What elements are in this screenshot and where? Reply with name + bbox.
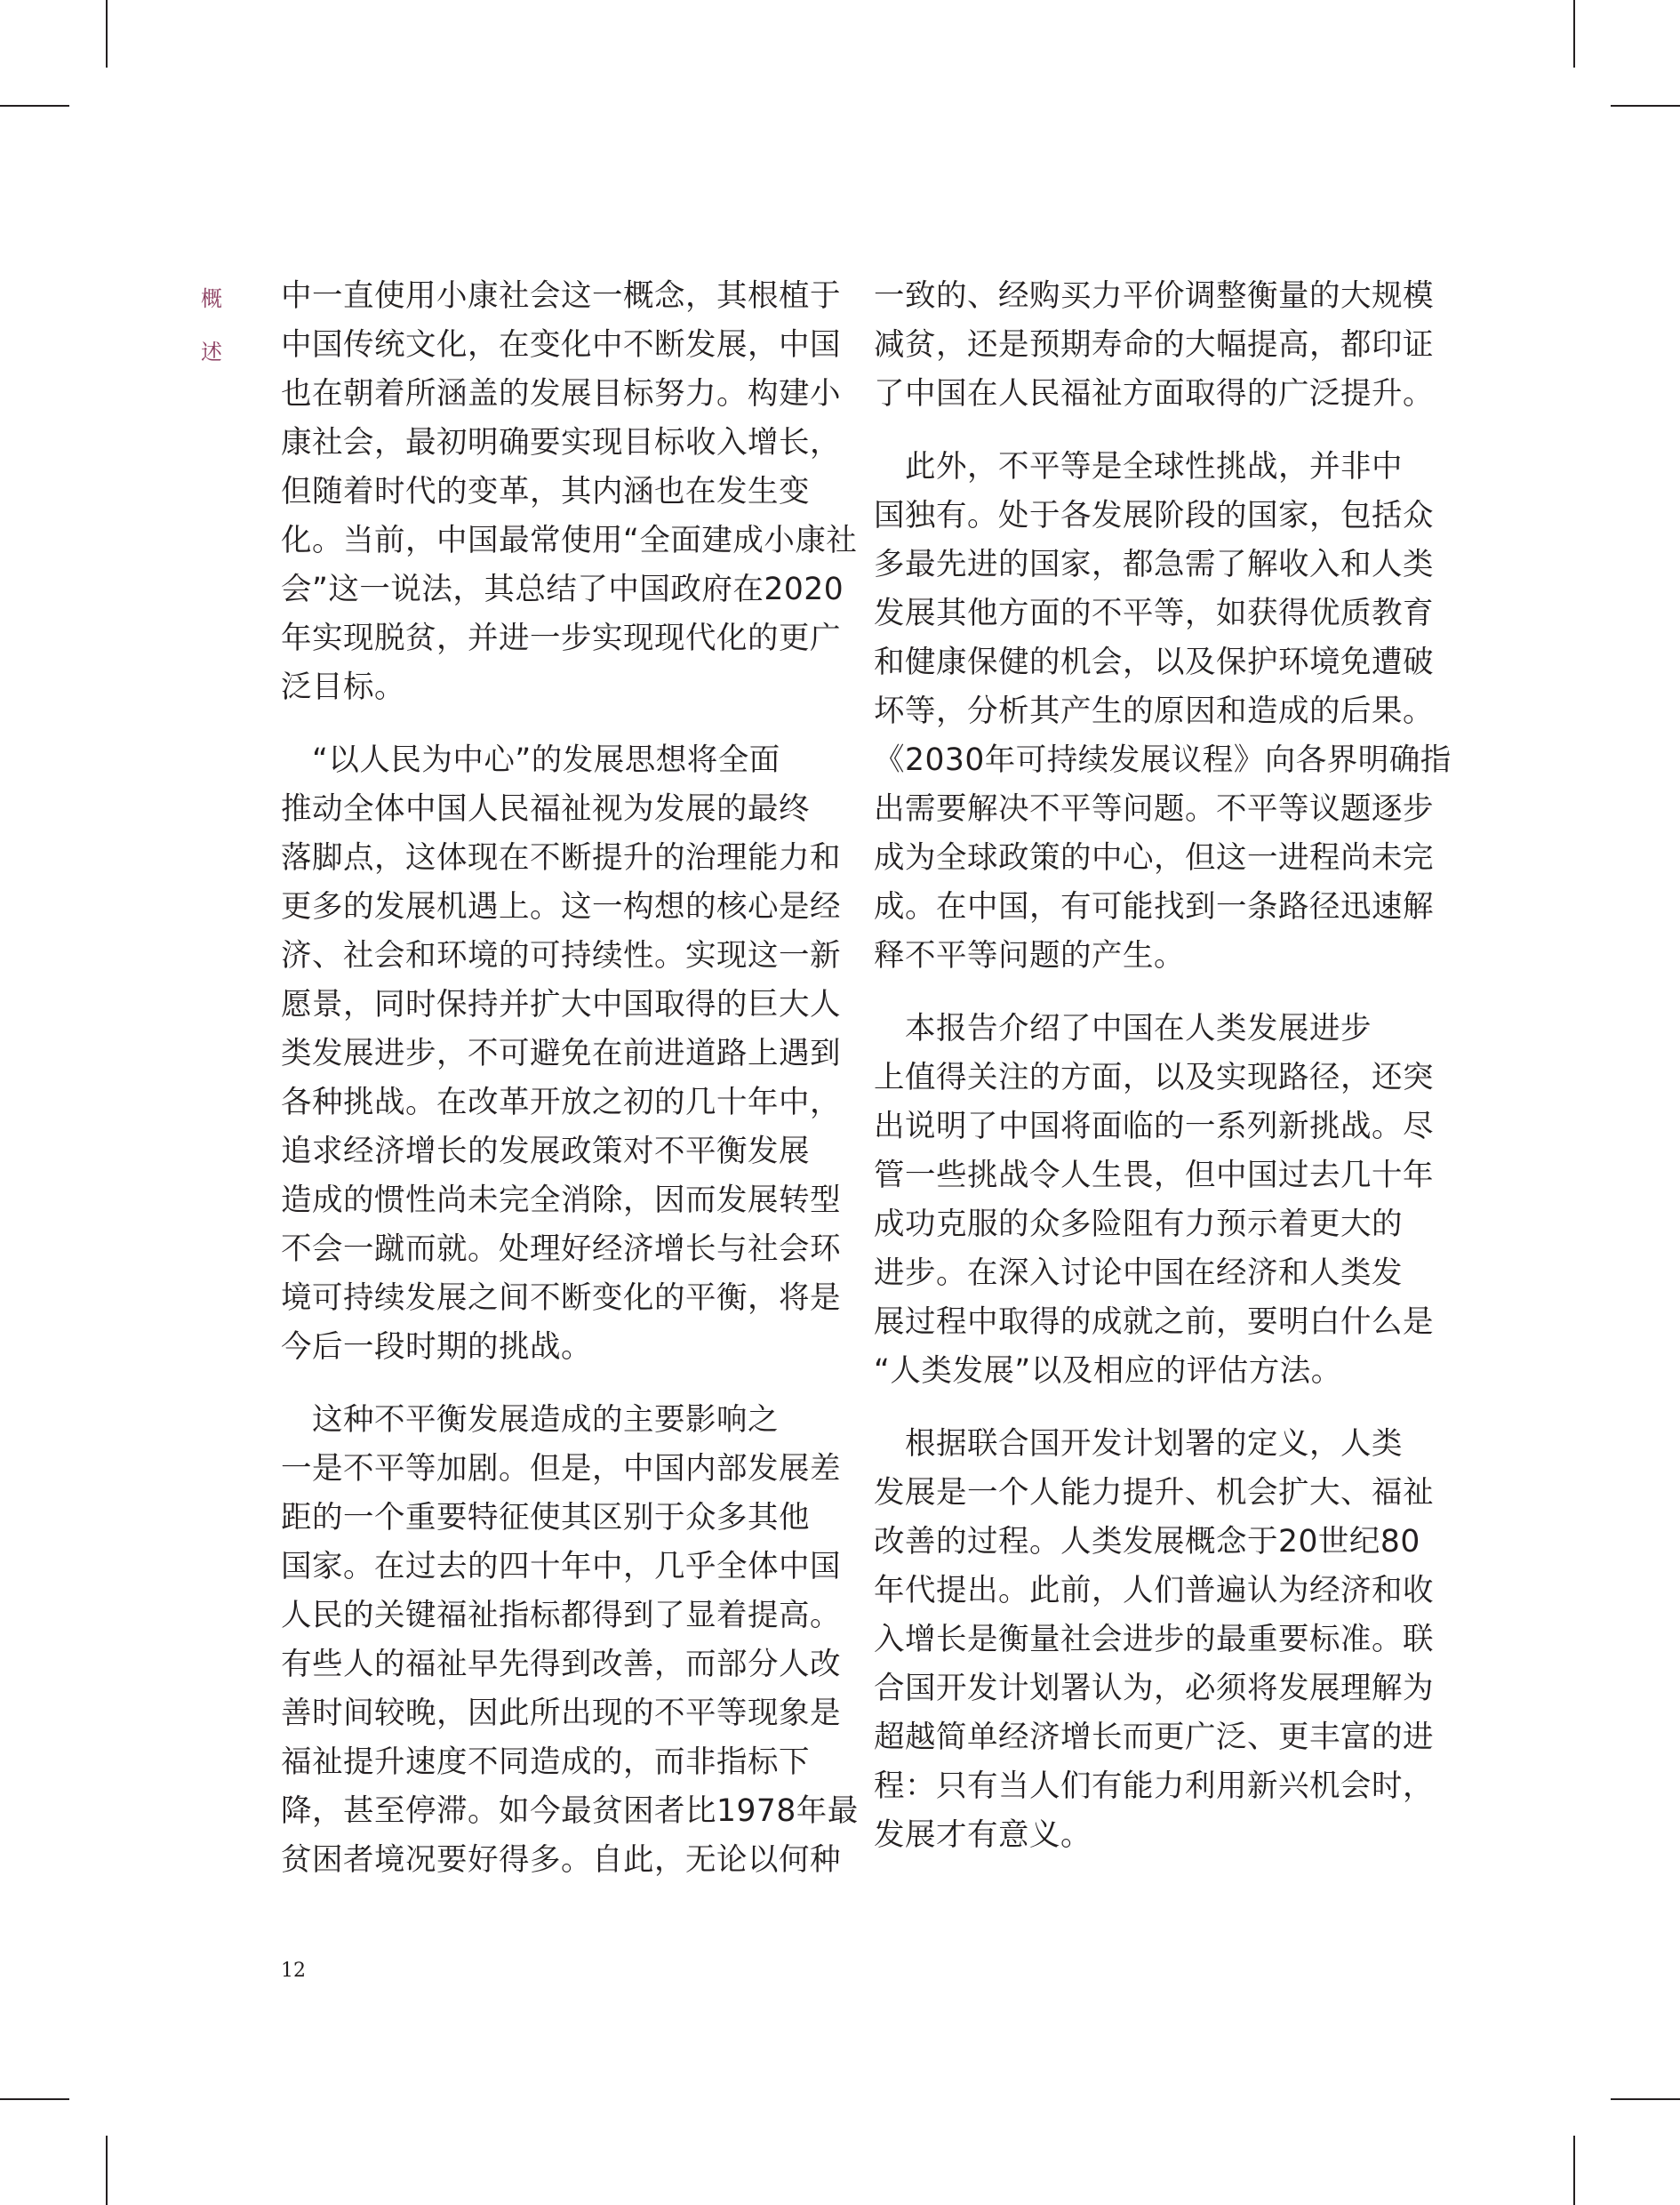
text-line: 年代提出。此前，人们普遍认为经济和收 xyxy=(874,1573,1434,1608)
text-line: 坏等，分析其产生的原因和造成的后果。 xyxy=(874,694,1434,729)
text-line: 入增长是衡量社会进步的最重要标准。联 xyxy=(874,1622,1434,1657)
sidenote-char: 述 xyxy=(201,340,222,365)
text-line: 不会一蹴而就。处理好经济增长与社会环 xyxy=(281,1231,841,1267)
paragraph xyxy=(874,1420,1434,1860)
paragraph xyxy=(874,1005,1434,1396)
text-line: 发展其他方面的不平等，如获得优质教育 xyxy=(874,596,1434,631)
text-line: 发展是一个人能力提升、机会扩大、福祉 xyxy=(874,1475,1434,1511)
text-line: 落脚点，这体现在不断提升的治理能力和 xyxy=(281,840,841,876)
text-line: 一致的、经购买力平价调整衡量的大规模 xyxy=(874,278,1434,314)
text-line: 贫困者境况要好得多。自此，无论以何种 xyxy=(281,1842,841,1878)
text-line: 推动全体中国人民福祉视为发展的最终 xyxy=(281,791,810,827)
text-line: 本报告介绍了中国在人类发展进步 xyxy=(874,1011,1372,1046)
paragraph xyxy=(281,1396,859,1885)
text-line: 多最先进的国家，都急需了解收入和人类 xyxy=(874,547,1434,582)
paragraph xyxy=(874,443,1452,981)
text-line: 济、社会和环境的可持续性。实现这一新 xyxy=(281,938,841,974)
text-line: 善时间较晚，因此所出现的不平等现象是 xyxy=(281,1696,841,1731)
text-line: “人类发展”以及相应的评估方法。 xyxy=(874,1353,1342,1389)
text-line: 更多的发展机遇上。这一构想的核心是经 xyxy=(281,889,841,925)
text-line: 国家。在过去的四十年中，几乎全体中国 xyxy=(281,1549,841,1584)
paragraph xyxy=(281,736,841,1372)
text-line: 类发展进步，不可避免在前进道路上遇到 xyxy=(281,1036,841,1071)
text-line: 改善的过程。人类发展概念于20世纪80 xyxy=(874,1524,1420,1560)
text-line: 了中国在人民福祉方面取得的广泛提升。 xyxy=(874,376,1434,412)
text-line: 《2030年可持续发展议程》向各界明确指 xyxy=(874,742,1452,778)
text-line: 超越简单经济增长而更广泛、更丰富的进 xyxy=(874,1720,1434,1755)
text-line: 进步。在深入讨论中国在经济和人类发 xyxy=(874,1255,1403,1291)
crop-mark xyxy=(106,2136,108,2205)
text-line: 降，甚至停滞。如今最贫困者比1978年最 xyxy=(281,1793,859,1829)
text-line: 年实现脱贫，并进一步实现现代化的更广 xyxy=(281,621,841,656)
text-line: 程：只有当人们有能力利用新兴机会时， xyxy=(874,1768,1434,1804)
crop-mark xyxy=(1573,0,1575,68)
text-line: 化。当前，中国最常使用“全面建成小康社 xyxy=(281,523,858,558)
text-line: 上值得关注的方面，以及实现路径，还突 xyxy=(874,1060,1434,1095)
text-line: 这种不平衡发展造成的主要影响之 xyxy=(281,1402,779,1438)
text-line: 出说明了中国将面临的一系列新挑战。尽 xyxy=(874,1109,1434,1144)
left-column xyxy=(281,272,859,1885)
crop-mark xyxy=(0,105,69,107)
text-line: 有些人的福祉早先得到改善，而部分人改 xyxy=(281,1647,841,1682)
page-number: 12 xyxy=(281,1960,306,1982)
crop-mark xyxy=(106,0,108,68)
text-line: 和健康保健的机会，以及保护环境免遭破 xyxy=(874,645,1434,680)
text-line: 一是不平等加剧。但是，中国内部发展差 xyxy=(281,1451,841,1487)
text-line: 造成的惯性尚未完全消除，因而发展转型 xyxy=(281,1183,841,1218)
text-line: 愿景，同时保持并扩大中国取得的巨大人 xyxy=(281,987,841,1022)
text-line: 各种挑战。在改革开放之初的几十年中， xyxy=(281,1085,841,1120)
text-line: 此外，不平等是全球性挑战，并非中 xyxy=(874,449,1403,485)
text-line: 中国传统文化，在变化中不断发展，中国 xyxy=(281,327,841,363)
section-sidenote xyxy=(201,272,228,379)
text-line: 国独有。处于各发展阶段的国家，包括众 xyxy=(874,498,1434,533)
right-column xyxy=(874,272,1452,1860)
text-line: 出需要解决不平等问题。不平等议题逐步 xyxy=(874,791,1434,827)
crop-mark xyxy=(1611,2098,1680,2100)
text-line: 合国开发计划署认为，必须将发展理解为 xyxy=(874,1671,1434,1706)
crop-mark xyxy=(1573,2136,1575,2205)
text-line: 福祉提升速度不同造成的，而非指标下 xyxy=(281,1744,810,1780)
text-line: 距的一个重要特征使其区别于众多其他 xyxy=(281,1500,810,1535)
text-line: 也在朝着所涵盖的发展目标努力。构建小 xyxy=(281,376,841,412)
text-line: 减贫，还是预期寿命的大幅提高，都印证 xyxy=(874,327,1434,363)
text-line: 管一些挑战令人生畏，但中国过去几十年 xyxy=(874,1158,1434,1193)
text-line: 成为全球政策的中心，但这一进程尚未完 xyxy=(874,840,1434,876)
crop-mark xyxy=(0,2098,69,2100)
text-line: 根据联合国开发计划署的定义，人类 xyxy=(874,1426,1403,1462)
paragraph xyxy=(874,272,1434,419)
text-line: 释不平等问题的产生。 xyxy=(874,938,1185,974)
text-line: 今后一段时期的挑战。 xyxy=(281,1329,592,1365)
text-line: 泛目标。 xyxy=(281,670,405,705)
text-line: 发展才有意义。 xyxy=(874,1817,1092,1853)
text-line: “以人民为中心”的发展思想将全面 xyxy=(281,742,780,778)
text-line: 展过程中取得的成就之前，要明白什么是 xyxy=(874,1304,1434,1340)
text-line: 追求经济增长的发展政策对不平衡发展 xyxy=(281,1134,810,1169)
text-line: 中一直使用小康社会这一概念，其根植于 xyxy=(281,278,841,314)
sidenote-char: 概 xyxy=(201,286,222,311)
crop-mark xyxy=(1611,105,1680,107)
paragraph xyxy=(281,272,858,712)
text-line: 但随着时代的变革，其内涵也在发生变 xyxy=(281,474,810,509)
text-line: 成。在中国，有可能找到一条路径迅速解 xyxy=(874,889,1434,925)
text-line: 境可持续发展之间不断变化的平衡，将是 xyxy=(281,1280,841,1316)
text-line: 人民的关键福祉指标都得到了显着提高。 xyxy=(281,1598,841,1633)
text-line: 会”这一说法，其总结了中国政府在2020 xyxy=(281,572,844,607)
text-line: 康社会，最初明确要实现目标收入增长， xyxy=(281,425,841,461)
text-line: 成功克服的众多险阻有力预示着更大的 xyxy=(874,1207,1403,1242)
